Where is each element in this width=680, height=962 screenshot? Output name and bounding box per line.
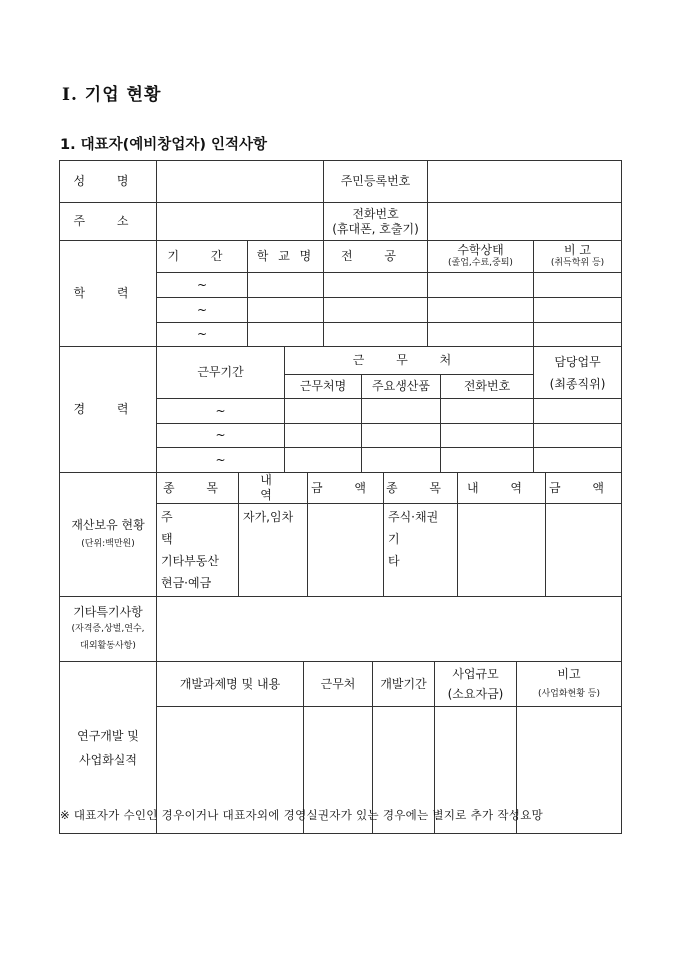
edu-status-header	[428, 241, 534, 273]
edu-cell[interactable]	[248, 273, 324, 298]
edu-cell[interactable]	[324, 323, 428, 347]
edu-period-header: 기 간	[157, 241, 248, 273]
edu-cell[interactable]	[534, 298, 622, 323]
assets-unit: (단위:백만원)	[81, 539, 135, 550]
edu-status-sub: (졸업,수료,중퇴)	[448, 258, 513, 269]
career-duty-sub: (최종직위)	[549, 376, 606, 391]
asset-detail-cell-2[interactable]	[458, 504, 546, 597]
asset-etc: 기 타	[388, 532, 430, 568]
other-label	[60, 597, 157, 662]
career-cell[interactable]	[441, 424, 534, 448]
rnd-label-2: 사업화실적	[79, 752, 137, 767]
rnd-note-sub: (사업화현황 등)	[537, 689, 601, 699]
career-cell[interactable]	[285, 424, 362, 448]
edu-major-header: 전 공	[324, 241, 428, 273]
career-label: 경 력	[60, 347, 157, 473]
career-duty-main: 담당업무	[554, 354, 601, 369]
career-workplace-header: 근 무 처	[285, 347, 534, 375]
phone-label-sub: (휴대폰, 호출기)	[332, 221, 419, 236]
career-cell[interactable]	[441, 448, 534, 473]
name-label: 성 명	[60, 161, 157, 203]
asset-cash: 현금·예금	[161, 576, 212, 590]
rnd-workplace-header: 근무처	[304, 662, 373, 707]
edu-cell[interactable]	[248, 298, 324, 323]
other-table	[59, 596, 622, 662]
rrn-field[interactable]	[428, 161, 622, 203]
career-cell[interactable]	[441, 399, 534, 424]
assets-amount-header-2: 금 액	[546, 473, 622, 504]
career-duty-header	[534, 347, 622, 399]
assets-label	[60, 473, 157, 597]
career-cell[interactable]	[362, 424, 441, 448]
footnote: ※ 대표자가 수인인 경우이거나 대표자외에 경영실권자가 있는 경우에는 별지로 추가 작성요망	[60, 808, 544, 822]
education-table	[59, 240, 622, 347]
section-title: Ⅰ. 기업 현황	[62, 85, 162, 105]
career-period-header: 근무기간	[157, 347, 285, 399]
assets-item-header: 종 목	[157, 473, 239, 504]
rnd-note-main: 비고	[557, 667, 581, 681]
address-label: 주 소	[60, 203, 157, 241]
rnd-task-header: 개발과제명 및 내용	[157, 662, 304, 707]
career-cell[interactable]	[534, 448, 622, 473]
rnd-note-header	[517, 662, 622, 707]
name-field[interactable]	[157, 161, 324, 203]
career-wpname-header: 근무처명	[285, 375, 362, 399]
edu-cell[interactable]	[428, 273, 534, 298]
career-period-cell[interactable]: ~	[157, 399, 285, 424]
other-sub-2: 대외활동사항)	[80, 640, 136, 651]
education-label: 학 력	[60, 241, 157, 347]
asset-amount-cell-2[interactable]	[546, 504, 622, 597]
address-field[interactable]	[157, 203, 324, 241]
career-cell[interactable]	[534, 399, 622, 424]
edu-cell[interactable]	[534, 323, 622, 347]
edu-cell[interactable]	[248, 323, 324, 347]
edu-school-header: 학 교 명	[248, 241, 324, 273]
assets-detail-header-2: 내 역	[458, 473, 546, 504]
rnd-scale-sub: (소요자금)	[447, 687, 504, 701]
phone-field[interactable]	[428, 203, 622, 241]
asset-other-realestate: 기타부동산	[161, 554, 219, 568]
assets-amount-header: 금 액	[308, 473, 384, 504]
edu-period-cell[interactable]: ~	[157, 323, 248, 347]
representative-form	[59, 160, 621, 834]
career-cell[interactable]	[362, 448, 441, 473]
edu-period-cell[interactable]: ~	[157, 298, 248, 323]
rnd-scale-main: 사업규모	[452, 667, 499, 681]
career-period-cell[interactable]: ~	[157, 448, 285, 473]
other-label-main: 기타특기사항	[73, 604, 143, 619]
edu-note-header	[534, 241, 622, 273]
assets-items-1	[157, 504, 239, 597]
asset-detail-cell[interactable]	[239, 504, 308, 597]
edu-note-main: 비 고	[564, 243, 591, 258]
assets-table	[59, 472, 622, 597]
asset-stock: 주식·채권	[388, 510, 439, 524]
career-cell[interactable]	[534, 424, 622, 448]
career-cell[interactable]	[285, 448, 362, 473]
assets-detail-header: 내 역	[239, 473, 308, 504]
edu-status-main: 수학상태	[457, 243, 504, 258]
assets-item-header-2: 종 목	[384, 473, 458, 504]
edu-cell[interactable]	[324, 273, 428, 298]
career-phone-header: 전화번호	[441, 375, 534, 399]
career-period-cell[interactable]: ~	[157, 424, 285, 448]
rrn-label: 주민등록번호	[324, 161, 428, 203]
career-table	[59, 346, 622, 473]
career-cell[interactable]	[285, 399, 362, 424]
phone-label	[324, 203, 428, 241]
asset-own-rent: 자가,임차	[243, 510, 294, 524]
basic-info-table	[59, 160, 622, 241]
career-product-header: 주요생산품	[362, 375, 441, 399]
edu-cell[interactable]	[324, 298, 428, 323]
edu-note-sub: (취득학위 등)	[550, 258, 605, 269]
asset-amount-cell[interactable]	[308, 504, 384, 597]
assets-label-main: 재산보유 현황	[71, 518, 145, 533]
edu-cell[interactable]	[428, 323, 534, 347]
subsection-title: 1. 대표자(예비창업자) 인적사항	[60, 137, 268, 153]
edu-cell[interactable]	[534, 273, 622, 298]
edu-cell[interactable]	[428, 298, 534, 323]
other-sub-1: (자격증,상벌,연수,	[71, 623, 145, 634]
career-cell[interactable]	[362, 399, 441, 424]
asset-house: 주 택	[161, 510, 203, 546]
rnd-period-header: 개발기간	[373, 662, 435, 707]
edu-period-cell[interactable]: ~	[157, 273, 248, 298]
assets-items-2	[384, 504, 458, 597]
phone-label-main: 전화번호	[352, 206, 399, 221]
rnd-scale-header	[435, 662, 517, 707]
other-field[interactable]	[157, 597, 622, 662]
rnd-label-1: 연구개발 및	[77, 728, 139, 743]
